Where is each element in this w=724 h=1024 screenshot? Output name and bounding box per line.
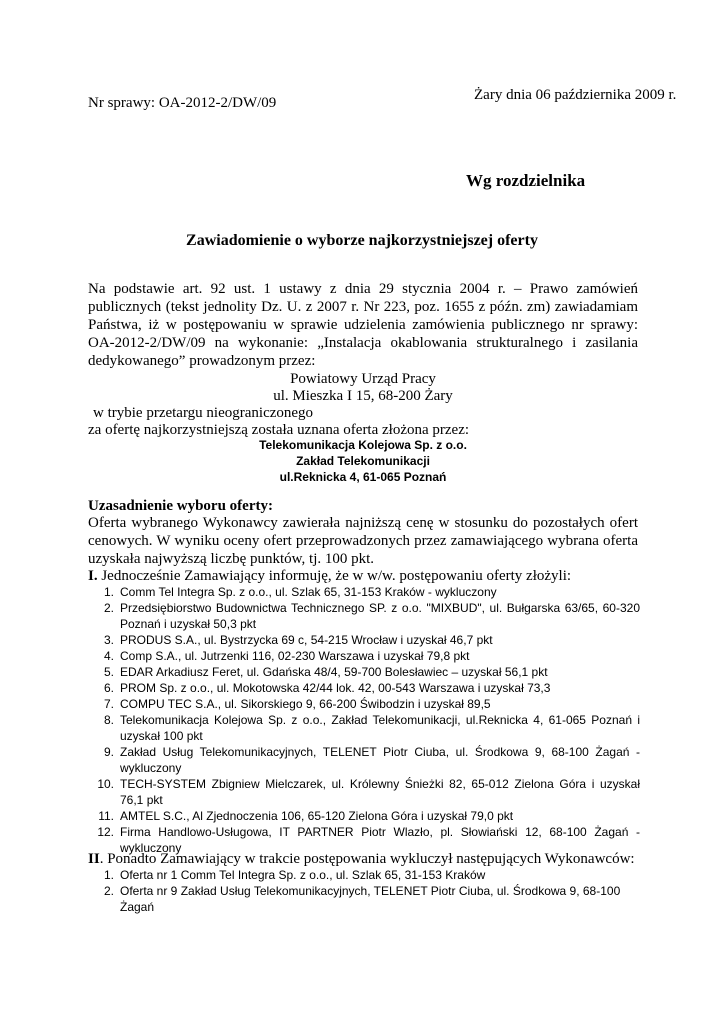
case-number: Nr sprawy: OA-2012-2/DW/09 — [88, 95, 277, 111]
list-item: 9. Zakład Usług Telekomunikacyjnych, TELENET Piotr Ciuba, ul. Środkowa 9, 68-100 Żagań - wykluczony — [103, 745, 640, 775]
list-item: 7. COMPU TEC S.A., ul. Sikorskiego 9, 66-200 Świbodzin i uzyskał 89,5 — [103, 697, 491, 711]
addressee: Wg rozdzielnika — [466, 171, 586, 190]
list-item: 1. Comm Tel Integra Sp. z o.o., ul. Szlak 65, 31-153 Kraków - wykluczony — [103, 585, 497, 599]
list-item: 5. EDAR Arkadiusz Feret, ul. Gdańska 48/4, 59-700 Bolesławiec – uzyskał 56,1 pkt — [103, 665, 548, 679]
section-one-intro — [88, 567, 571, 585]
winner-name: Telekomunikacja Kolejowa Sp. z o.o. — [259, 438, 467, 452]
list-item: 3. PRODUS S.A., ul. Bystrzycka 69 c, 54-215 Wrocław i uzyskał 46,7 pkt — [103, 633, 493, 647]
section-two-roman: II — [88, 851, 100, 867]
institution-address: ul. Mieszka I 15, 68-200 Żary — [273, 388, 453, 404]
institution-name: Powiatowy Urząd Pracy — [290, 371, 436, 387]
list-item: 11. AMTEL S.C., Al Zjednoczenia 106, 65-120 Zielona Góra i uzyskał 79,0 pkt — [98, 809, 514, 823]
winner-address: ul.Reknicka 4, 61-065 Poznań — [279, 470, 447, 484]
intro-paragraph: Na podstawie art. 92 ust. 1 ustawy z dnia 29 stycznia 2004 r. – Prawo zamówień publicznych (tekst jednolity Dz. U. z 2007 r. Nr 223, poz. 1655 z późn. zm) zawiadamiam Państwa, iż w postępowaniu w sprawie udzielenia zamówienia publicznego nr sprawy: OA-2012-2/DW/09 na wykonanie: „Instalacja okablowania strukturalnego i zasilania dedykowanego” prowadzonym przez: — [88, 281, 638, 369]
list-item: 12. Firma Handlowo-Usługowa, IT PARTNER Piotr Wlazło, pl. Słowiański 12, 68-100 Żagań - wykluczony — [97, 825, 640, 855]
justification-text: Oferta wybranego Wykonawcy zawierała najniższą cenę w stosunku do pozostałych ofert cenowych. W wyniku oceny ofert przeprowadzonych przez zamawiającego wybrana oferta uzyskała najwyższą liczbę punktów, tj. 100 pkt. — [88, 515, 638, 567]
procedure-mode: w trybie przetargu nieograniczonego — [93, 405, 314, 421]
list-item: 1. Oferta nr 1 Comm Tel Integra Sp. z o.o., ul. Szlak 65, 31-153 Kraków — [103, 868, 486, 882]
page-title: Zawiadomienie o wyborze najkorzystniejszej oferty — [186, 232, 538, 249]
list-item: 10. TECH-SYSTEM Zbigniew Mielczarek, ul. Królewny Śnieżki 82, 65-012 Zielona Góra i uzyskał 76,1 pkt — [97, 777, 640, 807]
section-one-text: Jednocześnie Zamawiający informuję, że w w/w. postępowaniu oferty złożyli: — [101, 568, 572, 584]
list-item: 4. Comp S.A., ul. Jutrzenki 116, 02-230 Warszawa i uzyskał 79,8 pkt — [103, 649, 470, 663]
winner-intro: za ofertę najkorzystniejszą została uznana oferta złożona przez: — [88, 422, 470, 438]
list-item: 6. PROM Sp. z o.o., ul. Mokotowska 42/44 lok. 42, 00-543 Warszawa i uzyskał 73,3 — [103, 681, 551, 695]
list-item: 2. Oferta nr 9 Zakład Usług Telekomunikacyjnych, TELENET Piotr Ciuba, ul. Środkowa 9, 68-100 Żagań — [103, 884, 621, 914]
justification-heading: Uzasadnienie wyboru oferty: — [88, 498, 273, 514]
bidders-list — [92, 584, 640, 856]
section-two-text: . Ponadto Zamawiający w trakcie postępowania wykluczył następujących Wykonawców: — [99, 851, 635, 867]
section-one-roman: I. — [88, 568, 98, 584]
section-two-intro — [88, 850, 635, 868]
document-date: Żary dnia 06 października 2009 r. — [474, 87, 677, 103]
list-item: 8. Telekomunikacja Kolejowa Sp. z o.o., Zakład Telekomunikacji, ul.Reknicka 4, 61-065 Poznań i uzyskał 100 pkt — [103, 713, 640, 743]
list-item: 2. Przedsiębiorstwo Budownictwa Technicznego SP. z o.o. "MIXBUD", ul. Bułgarska 63/65, 60-320 Poznań i uzyskał 50,3 pkt — [103, 601, 640, 631]
winner-department: Zakład Telekomunikacji — [296, 454, 430, 468]
excluded-list — [92, 867, 632, 915]
